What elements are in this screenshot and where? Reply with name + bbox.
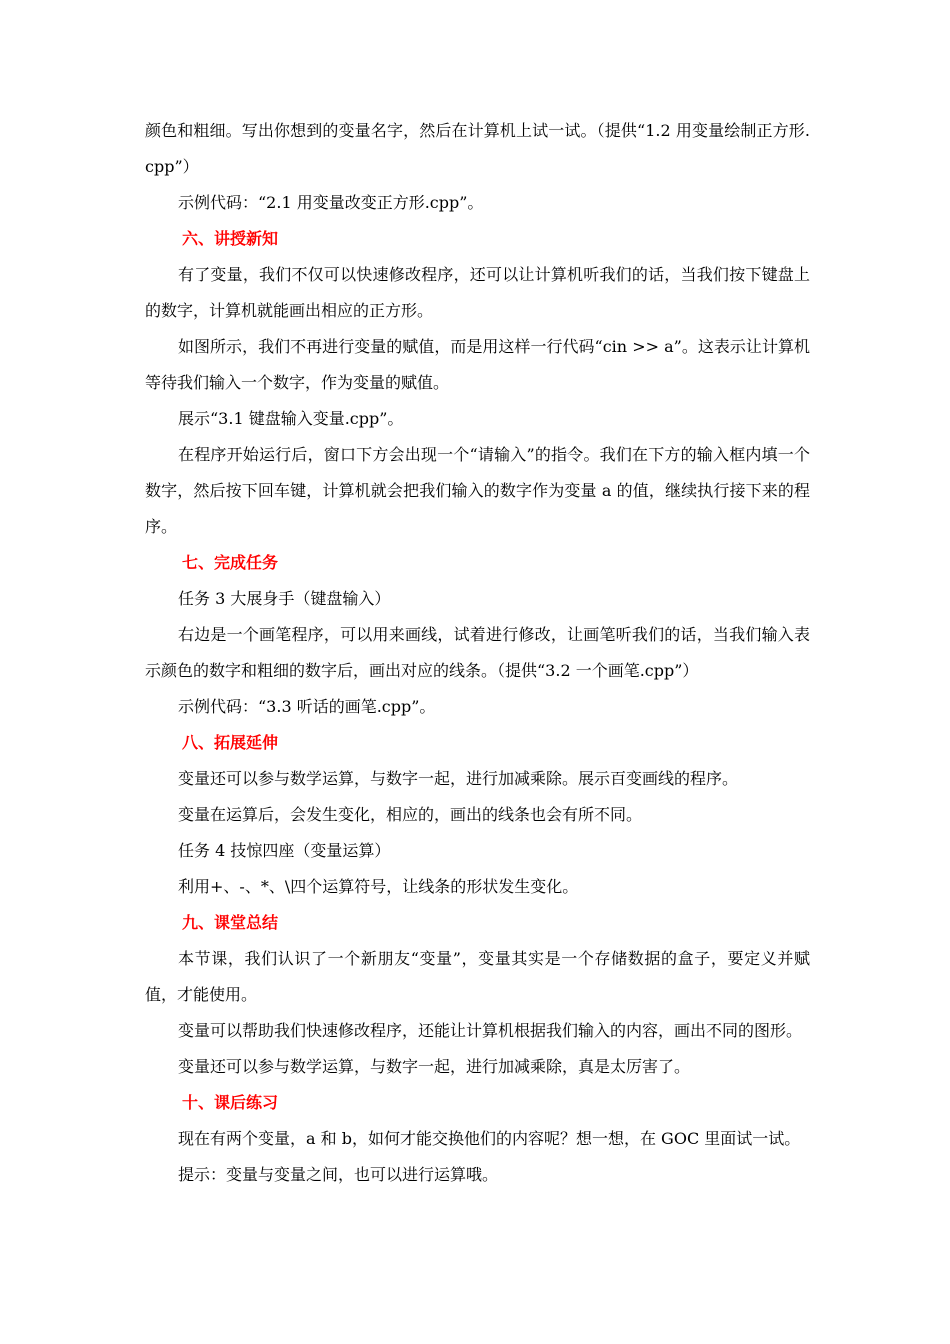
paragraph: 本节课，我们认识了一个新朋友“变量”，变量其实是一个存储数据的盒子，要定义并赋值，才能使用。 (145, 949, 810, 1004)
section-heading: 七、完成任务 (182, 553, 279, 572)
section-heading: 八、拓展延伸 (182, 733, 279, 752)
paragraph: 在程序开始运行后，窗口下方会出现一个“请输入”的指令。我们在下方的输入框内填一个数字，然后按下回车键，计算机就会把我们输入的数字作为变量 a 的值，继续执行接下来的程序。 (145, 445, 810, 536)
paragraph: 如图所示，我们不再进行变量的赋值，而是用这样一行代码“cin >> a”。这表示让计算机等待我们输入一个数字，作为变量的赋值。 (145, 337, 810, 392)
document-body (145, 113, 810, 1193)
paragraph: 变量可以帮助我们快速修改程序，还能让计算机根据我们输入的内容，画出不同的图形。 (178, 1021, 803, 1040)
paragraph: 提示：变量与变量之间，也可以进行运算哦。 (178, 1165, 499, 1184)
paragraph: 右边是一个画笔程序，可以用来画线，试着进行修改，让画笔听我们的话，当我们输入表示颜色的数字和粗细的数字后，画出对应的线条。（提供“3.2 一个画笔.cpp”） (145, 625, 810, 680)
paragraph: 展示“3.1 键盘输入变量.cpp”。 (178, 409, 404, 428)
paragraph: 示例代码：“3.3 听话的画笔.cpp”。 (178, 697, 436, 716)
paragraph: 现在有两个变量，a 和 b，如何才能交换他们的内容呢？想一想，在 GOC 里面试一试。 (178, 1129, 801, 1148)
section-heading: 九、课堂总结 (182, 913, 279, 932)
section-heading: 六、讲授新知 (182, 229, 279, 248)
paragraph: 示例代码：“2.1 用变量改变正方形.cpp”。 (178, 193, 484, 212)
paragraph: 变量在运算后，会发生变化，相应的，画出的线条也会有所不同。 (178, 805, 643, 824)
paragraph: 任务 4 技惊四座（变量运算） (178, 841, 391, 860)
paragraph: 颜色和粗细。写出你想到的变量名字，然后在计算机上试一试。（提供“1.2 用变量绘制正方形.cpp”） (145, 121, 810, 176)
paragraph: 有了变量，我们不仅可以快速修改程序，还可以让计算机听我们的话，当我们按下键盘上的数字，计算机就能画出相应的正方形。 (145, 265, 810, 320)
paragraph: 变量还可以参与数学运算，与数字一起，进行加减乘除。展示百变画线的程序。 (178, 769, 739, 788)
paragraph: 利用+、-、*、\四个运算符号，让线条的形状发生变化。 (178, 877, 579, 896)
paragraph: 任务 3 大展身手（键盘输入） (178, 589, 391, 608)
paragraph: 变量还可以参与数学运算，与数字一起，进行加减乘除，真是太厉害了。 (178, 1057, 691, 1076)
section-heading: 十、课后练习 (182, 1093, 279, 1112)
